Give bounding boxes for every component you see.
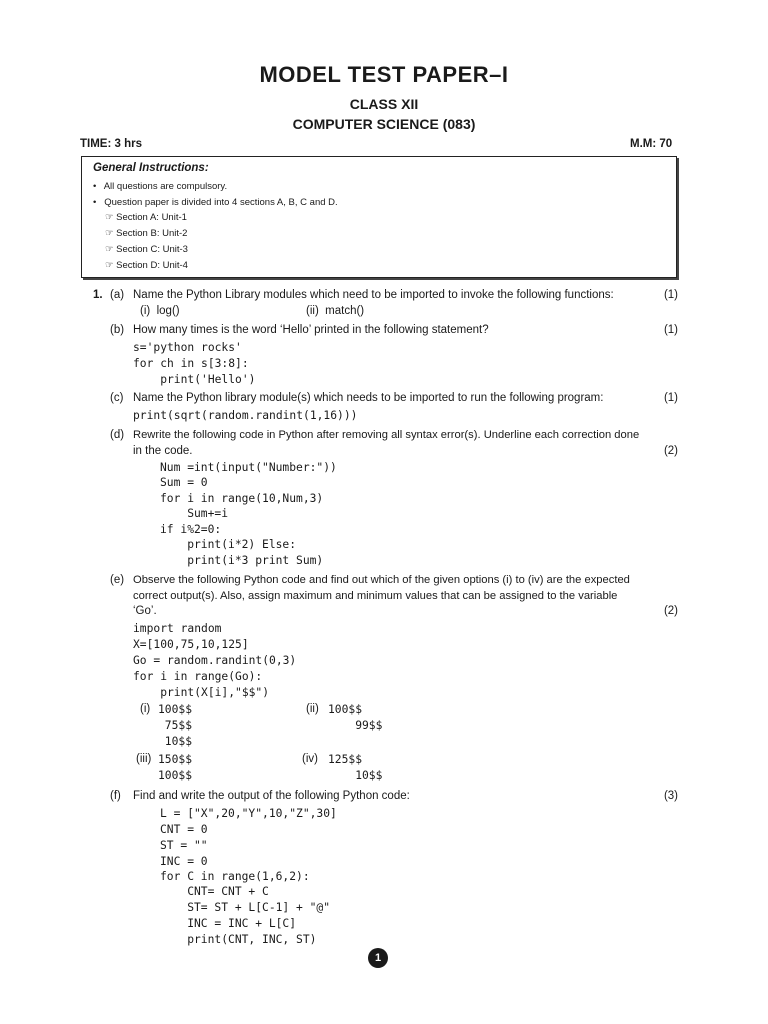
question-text: Observe the following Python code and find out which of the given options (i) to (iv) are the expected — [133, 574, 630, 586]
question-text: ‘Go’. — [133, 605, 157, 617]
question-text: correct output(s). Also, assign maximum and minimum values that can be assigned to the variable — [133, 590, 618, 602]
marks-label: (1) — [663, 324, 678, 336]
code-line: if i%2=0: — [160, 523, 222, 536]
code-line: CNT = 0 — [160, 823, 208, 836]
part-label: (d) — [110, 429, 125, 441]
subject-label: COMPUTER SCIENCE (083) — [292, 116, 476, 132]
paper-title: MODEL TEST PAPER–I — [259, 62, 509, 87]
code-line: print(sqrt(random.randint(1,16))) — [133, 409, 358, 422]
instruction-item: ☞ Section B: Unit-2 — [105, 228, 188, 239]
code-line: X=[100,75,10,125] — [133, 638, 249, 651]
option-label: (iv) — [302, 753, 318, 765]
part-label: (a) — [110, 289, 125, 301]
code-line: print(CNT, INC, ST) — [160, 933, 317, 946]
code-line: print(X[i],"$$") — [133, 686, 270, 699]
code-line: print(i*2) Else: — [160, 538, 297, 551]
marks-label: (1) — [663, 289, 678, 301]
code-line: import random — [133, 622, 222, 635]
option-label: (ii) — [306, 703, 319, 715]
option-label: (i) — [140, 703, 151, 715]
question-text: Find and write the output of the following Python code: — [133, 790, 410, 802]
question-text: Rewrite the following code in Python after removing all syntax error(s). Underline each correction done — [133, 429, 640, 441]
option-output-line: 10$$ — [158, 735, 193, 748]
option-output-line: 125$$ — [328, 753, 363, 766]
code-line: for ch in s[3:8]: — [133, 357, 249, 370]
option-label: (iii) — [136, 753, 152, 765]
instruction-item: • Question paper is divided into 4 sections A, B, C and D. — [93, 197, 338, 208]
option-output-line: 75$$ — [158, 719, 193, 732]
code-line: CNT= CNT + C — [160, 885, 269, 898]
code-line: for C in range(1,6,2): — [160, 870, 310, 883]
marks-label: (1) — [663, 392, 678, 404]
option-output-line: 100$$ — [328, 703, 363, 716]
marks-label: (2) — [663, 605, 678, 617]
instruction-item: ☞ Section C: Unit-3 — [105, 244, 188, 255]
question-number: 1. — [93, 289, 103, 301]
page-number: 1 — [368, 948, 388, 968]
time-label: TIME: 3 hrs — [80, 138, 142, 150]
option-text: (i) log() — [140, 305, 180, 317]
code-line: for i in range(Go): — [133, 670, 263, 683]
code-line: Sum = 0 — [160, 476, 208, 489]
part-label: (b) — [110, 324, 125, 336]
instruction-item: ☞ Section D: Unit-4 — [105, 260, 188, 271]
question-text: in the code. — [133, 445, 193, 457]
option-output-line: 100$$ — [158, 769, 193, 782]
code-line: ST= ST + L[C-1] + "@" — [160, 901, 331, 914]
option-output-line: 100$$ — [158, 703, 193, 716]
code-line: print('Hello') — [133, 373, 256, 386]
class-label: CLASS XII — [349, 96, 419, 112]
option-output-line: 10$$ — [328, 769, 383, 782]
question-text: How many times is the word ‘Hello’ printed in the following statement? — [133, 324, 489, 336]
option-output-line: 99$$ — [328, 719, 383, 732]
instruction-item: ☞ Section A: Unit-1 — [105, 212, 187, 223]
code-line: Num =int(input("Number:")) — [160, 461, 337, 474]
code-line: L = ["X",20,"Y",10,"Z",30] — [160, 807, 337, 820]
code-line: INC = 0 — [160, 855, 208, 868]
max-marks-label: M.M: 70 — [630, 138, 673, 150]
option-output-line: 150$$ — [158, 753, 193, 766]
instruction-item: • All questions are compulsory. — [93, 181, 228, 192]
question-text: Name the Python library module(s) which needs to be imported to run the following program: — [133, 392, 604, 404]
code-line: INC = INC + L[C] — [160, 917, 297, 930]
code-line: Sum+=i — [160, 507, 229, 520]
marks-label: (2) — [663, 445, 678, 457]
code-line: print(i*3 print Sum) — [160, 554, 324, 567]
option-text: (ii) match() — [306, 305, 365, 317]
code-line: ST = "" — [160, 839, 208, 852]
part-label: (c) — [110, 392, 124, 404]
instructions-title: General Instructions: — [93, 162, 209, 174]
marks-label: (3) — [663, 790, 678, 802]
code-line: for i in range(10,Num,3) — [160, 492, 324, 505]
part-label: (e) — [110, 574, 125, 586]
code-line: Go = random.randint(0,3) — [133, 654, 297, 667]
part-label: (f) — [110, 790, 121, 802]
question-text: Name the Python Library modules which need to be imported to invoke the following functions: — [133, 289, 614, 301]
code-line: s='python rocks' — [133, 341, 242, 354]
